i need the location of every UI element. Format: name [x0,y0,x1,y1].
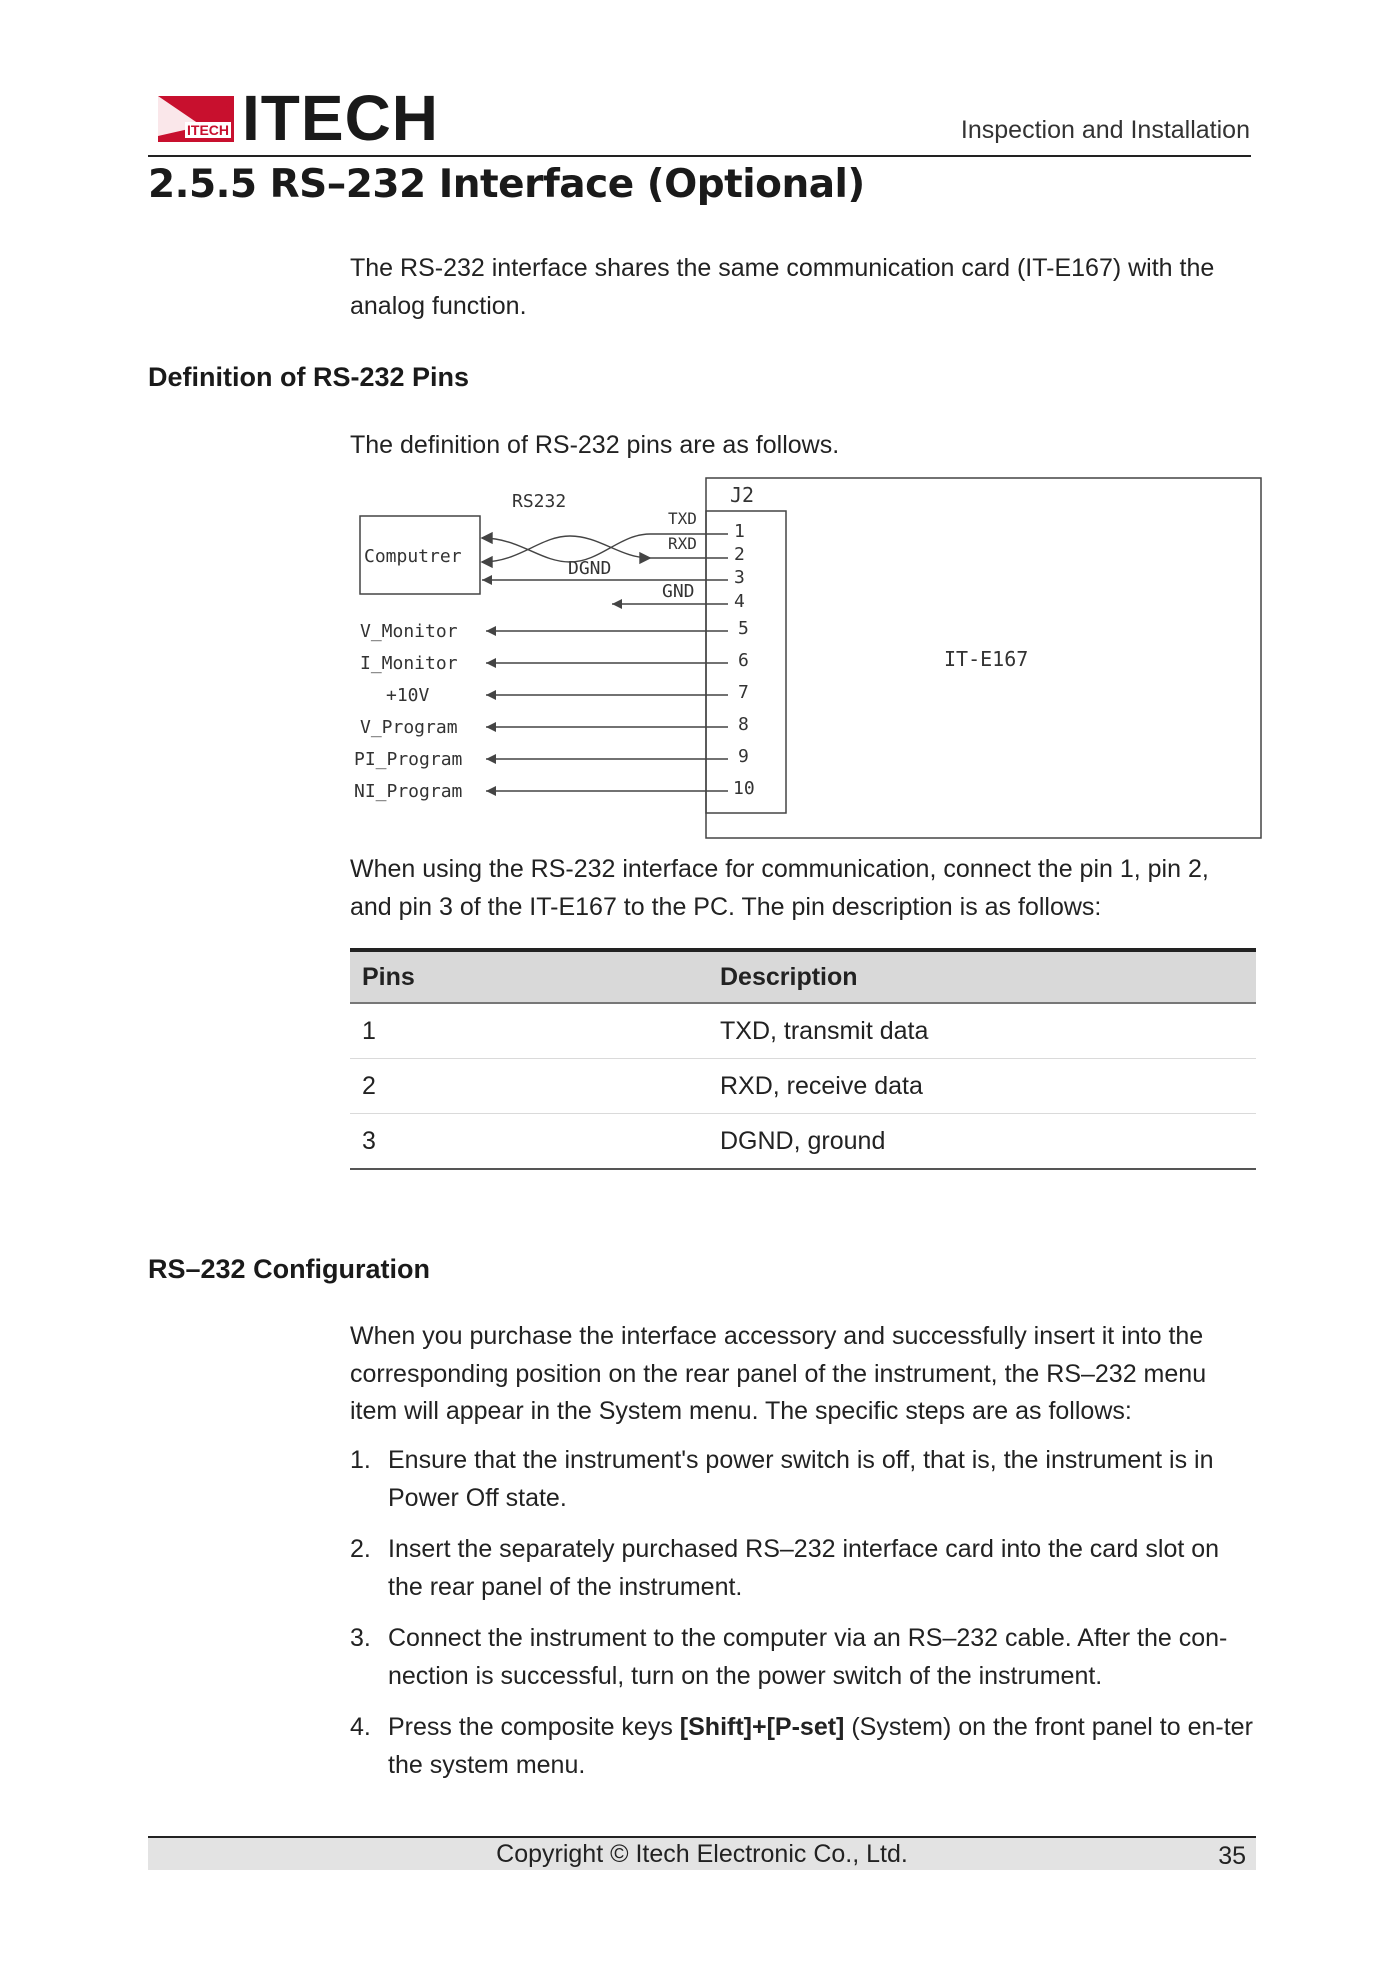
card-label: IT-E167 [944,647,1029,671]
pin-cell: 2 [350,1059,708,1114]
footer-copyright: Copyright © Itech Electronic Co., Ltd. [496,1840,908,1868]
signal-label: I_Monitor [360,653,458,674]
pin-number: 6 [738,650,749,671]
step-number: 3. [350,1624,371,1652]
after-diagram-paragraph: When using the RS-232 interface for communication, connect the pin 1, pin 2, and pin 3 of the IT-E167 to the PC. The pin description is as follows: [350,855,1209,921]
pin-numbers [733,521,755,799]
logo-wordmark: ITECH [242,82,439,154]
pin-number: 4 [734,591,745,612]
computer-label: Computrer [364,546,462,567]
signal-label: NI_Program [354,781,463,802]
step-number: 2. [350,1535,371,1563]
signal-label: V_Program [360,717,458,738]
pin-number: 7 [738,682,749,703]
logo-mark-text: ITECH [187,122,229,138]
list-item [350,1442,1260,1517]
connector-label: J2 [730,483,755,507]
signal-label: V_Monitor [360,621,458,642]
list-item [350,1531,1260,1606]
table-header-row [350,950,1256,1003]
rs232-pin-diagram [350,476,1265,846]
logo-mark [158,96,234,142]
section-title: 2.5.5 RS–232 Interface (Optional) [148,162,865,207]
step-text: Connect the instrument to the computer via an RS–232 cable. After the con-nection is successful, turn on the power switch of the instrument. [388,1624,1228,1690]
config-heading: RS–232 Configuration [148,1254,431,1284]
pin-number: 8 [738,714,749,735]
signal-arrows [486,626,496,796]
pin-number: 3 [734,567,745,588]
arrow-icon [612,599,622,609]
config-steps-list [350,1442,1260,1798]
arrow-icon [640,553,650,563]
composite-keys: [Shift]+[P-set] [679,1713,845,1741]
arrow-icon [486,690,496,700]
pins-lead-paragraph: The definition of RS-232 pins are as follows. [350,431,840,459]
running-head: Inspection and Installation [960,116,1250,144]
arrow-icon [482,557,492,567]
rs232-label: RS232 [512,491,567,512]
description-cell: DGND, ground [708,1114,1256,1170]
pin-description-table [350,948,1256,1170]
list-item [350,1709,1260,1784]
arrow-icon [486,754,496,764]
step-text: Insert the separately purchased RS–232 interface card into the card slot on the rear panel of the instrument. [388,1535,1220,1601]
signal-label: PI_Program [354,749,463,770]
txd-label: TXD [668,509,697,528]
arrow-icon [486,786,496,796]
step-number: 1. [350,1446,371,1474]
list-item [350,1620,1260,1695]
pin-number: 2 [734,544,745,565]
pin-number: 5 [738,618,749,639]
arrow-icon [486,722,496,732]
header-description: Description [708,950,1256,1003]
signal-labels [354,621,462,802]
description-cell: TXD, transmit data [708,1003,1256,1059]
header-rule [148,155,1251,157]
pin-number: 10 [733,778,755,799]
arrow-icon [482,533,492,543]
itech-logo [158,82,439,154]
pin-cell: 3 [350,1114,708,1170]
arrow-icon [486,626,496,636]
rxd-label: RXD [668,534,697,553]
pins-heading: Definition of RS-232 Pins [148,362,470,392]
pin-cell: 1 [350,1003,708,1059]
description-cell: RXD, receive data [708,1059,1256,1114]
gnd-label: GND [662,581,695,602]
signal-lines [486,631,728,791]
table-row [350,1114,1256,1170]
diagram-svg [350,476,1265,846]
step-text-after: (System) on the front panel to en-ter the system menu. [388,1713,1253,1779]
config-intro-paragraph: When you purchase the interface accessory and successfully insert it into the corresponding position on the rear panel of the instrument, the RS–232 menu item will appear in the System menu. The specific steps are as follows: [350,1322,1207,1425]
table-row [350,1003,1256,1059]
step-text: Ensure that the instrument's power switch is off, that is, the instrument is in Power Off state. [388,1446,1214,1512]
arrow-icon [486,658,496,668]
header-pins: Pins [350,950,708,1003]
step-number: 4. [350,1713,371,1741]
page-number: 35 [1218,1842,1246,1870]
pin-number: 9 [738,746,749,767]
arrow-icon [482,575,492,585]
pin-number: 1 [734,521,745,542]
intro-paragraph: The RS-232 interface shares the same communication card (IT-E167) with the analog function. [350,254,1215,320]
signal-label: +10V [386,685,430,706]
table-row [350,1059,1256,1114]
dgnd-label: DGND [568,558,612,579]
step-text-before: Press the composite keys [388,1713,680,1741]
